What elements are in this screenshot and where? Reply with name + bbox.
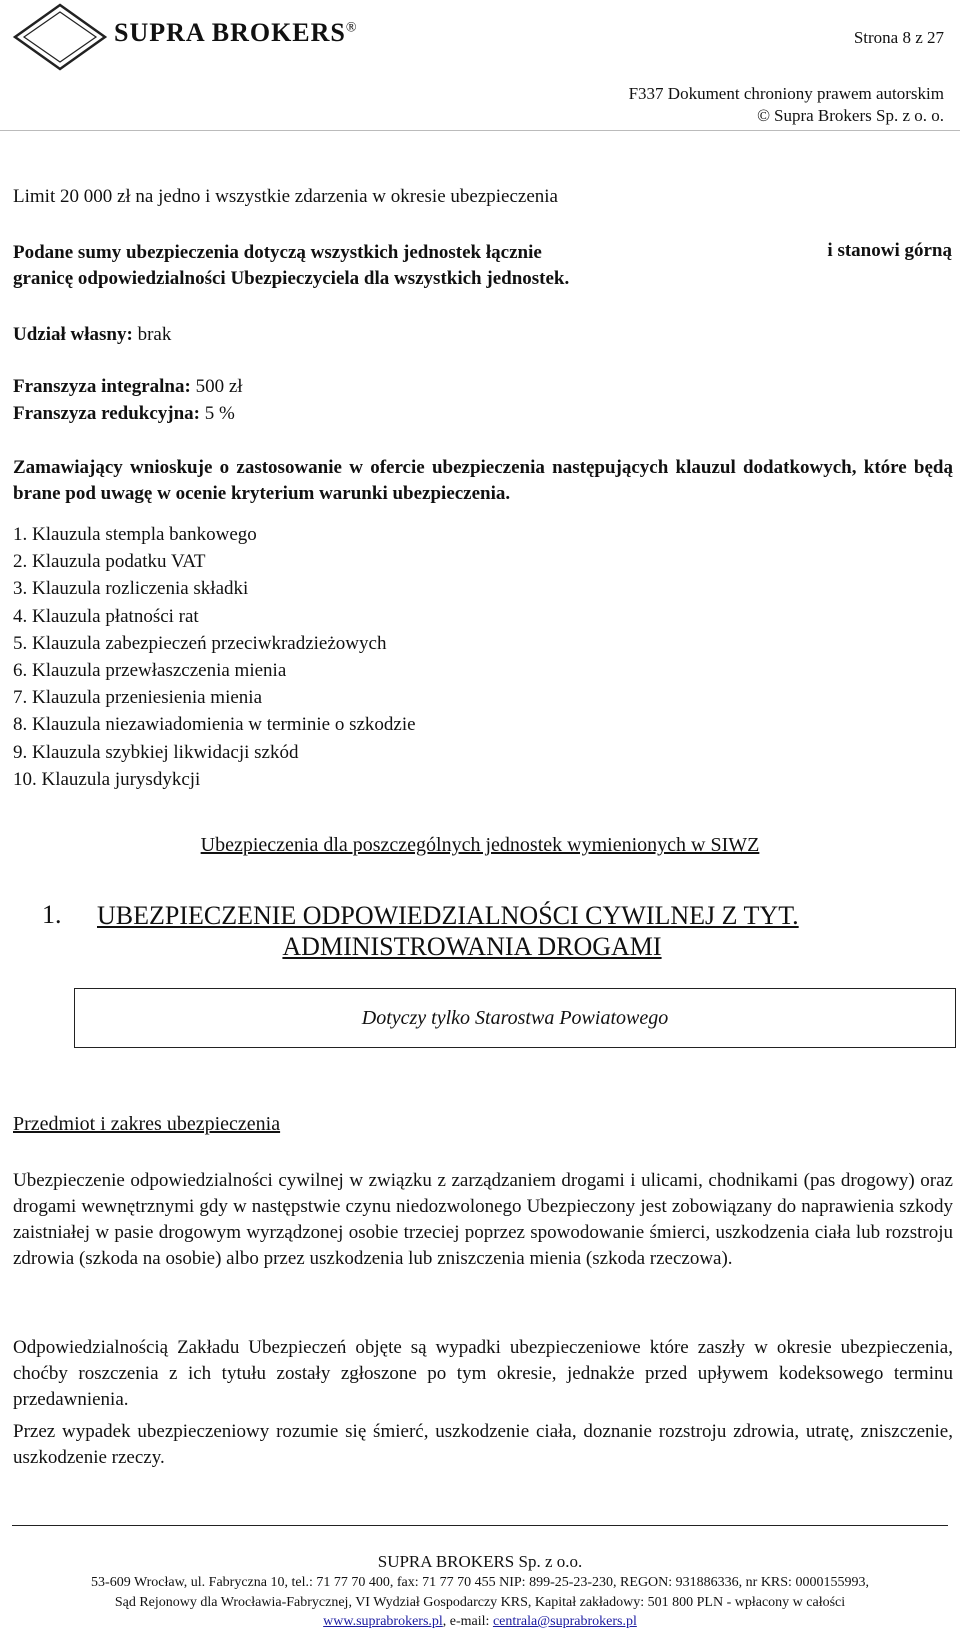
sums-line-1: Podane sumy ubezpieczenia dotyczą wszystkich jednostek łącznie [13, 242, 542, 263]
header-divider [0, 130, 960, 131]
franchise-integral-value: 500 zł [195, 376, 243, 397]
list-item: 8. Klauzula niezawiadomienia w terminie o szkodzie [13, 714, 416, 736]
page-number: Strona 8 z 27 [853, 28, 944, 47]
franchise-integral [13, 374, 953, 400]
footer-address: 53-609 Wrocław, ul. Fabryczna 10, tel.: 71 77 70 400, fax: 71 77 70 455 NIP: 899-25-23-230, REGON: 931886336, nr KRS: 0000155993, [91, 1575, 869, 1590]
email-label: , e-mail: [442, 1614, 490, 1629]
franchise-reduction-value: 5 % [204, 403, 235, 424]
registered-mark: ® [345, 20, 358, 36]
scope-notice-text: Dotyczy tylko Starostwa Powiatowego [361, 1006, 669, 1029]
own-share [13, 322, 953, 348]
company-logo [12, 2, 108, 77]
list-item: 7. Klauzula przeniesienia mienia [13, 687, 263, 709]
list-item: 4. Klauzula płatności rat [13, 605, 199, 627]
paragraph-scope: Ubezpieczenie odpowiedzialności cywilnej w związku z zarządzaniem drogami i ulicami, chodnikami (pas drogowy) oraz drogami wewnętrznymi gdy w następstwie czynu niedozwolonego Ubezpieczony jest zobowiązany do naprawienia szkody zaistniałej w pasie drogowym wyrządzonej osobie trzeciej poprzez spowodowanie śmierci, uszkodzenia ciała lub rozstroju zdrowia (szkoda na osobie) albo przez uszkodzenia lub zniszczenia mienia (szkoda rzeczowa). [13, 1170, 953, 1269]
own-share-label: Udział własny: [13, 324, 133, 345]
franchise-reduction [13, 401, 953, 427]
footer-registry: Sąd Rejonowy dla Wrocławia-Fabrycznej, VI Wydział Gospodarczy KRS, Kapitał zakładowy: 501 800 PLN - wpłacony w całości [114, 1595, 846, 1610]
paragraph-definition: Przez wypadek ubezpieczeniowy rozumie się śmierć, uszkodzenie ciała, doznanie rozstroju zdrowia, utratę, zniszczenie, uszkodzenie rzeczy. [13, 1421, 953, 1468]
section-title: Ubezpieczenia dla poszczególnych jednostek wymienionych w SIWZ [200, 834, 760, 856]
list-item: 1. Klauzula stempla bankowego [13, 524, 257, 545]
footer-divider [12, 1525, 948, 1526]
clauses-list [13, 521, 416, 793]
insurance-heading [97, 900, 937, 962]
list-item: 9. Klauzula szybkiej likwidacji szkód [13, 741, 299, 763]
franchise-reduction-label: Franszyza redukcyjna: [13, 403, 200, 424]
website-link[interactable]: www.suprabrokers.pl [323, 1614, 443, 1629]
list-item: 2. Klauzula podatku VAT [13, 551, 206, 573]
list-item: 5. Klauzula zabezpieczeń przeciwkradzieżowych [13, 632, 387, 654]
clauses-request: Zamawiający wnioskuje o zastosowanie w ofercie ubezpieczenia następujących klauzul dodatkowych, które będą brane pod uwagę w ocenie kryterium warunki ubezpieczenia. [13, 457, 953, 504]
franchise-integral-label: Franszyza integralna: [13, 376, 191, 397]
own-share-value: brak [137, 324, 172, 345]
scope-notice-box [74, 988, 956, 1048]
heading-line-2: ADMINISTROWANIA DROGAMI [282, 932, 662, 961]
sums-line-1-continuation: i stanowi górną [827, 240, 952, 261]
document-protection-note: F337 Dokument chroniony prawem autorskim [628, 84, 944, 103]
email-link[interactable]: centrala@suprabrokers.pl [492, 1614, 637, 1629]
brand-name: SUPRA BROKERS® [114, 18, 358, 47]
list-item: 3. Klauzula rozliczenia składki [13, 578, 249, 600]
subject-heading: Przedmiot i zakres ubezpieczenia [13, 1113, 281, 1135]
copyright-line: © Supra Brokers Sp. z o. o. [757, 106, 944, 125]
sums-line-2: granicę odpowiedzialności Ubezpieczyciela dla wszystkich jednostek. [13, 268, 570, 289]
heading-number: 1. [42, 900, 62, 929]
copyright-icon: © [757, 106, 771, 125]
list-item: 6. Klauzula przewłaszczenia mienia [13, 660, 287, 682]
limit-text: Limit 20 000 zł na jedno i wszystkie zdarzenia w okresie ubezpieczenia [13, 186, 558, 207]
paragraph-liability: Odpowiedzialnością Zakładu Ubezpieczeń objęte są wypadki ubezpieczeniowe które zaszły w okresie ubezpieczenia, choćby roszczenia z ich tytułu zostały zgłoszone po tym okresie, jednakże przed upływem kodeksowego terminu przedawnienia. [13, 1337, 953, 1410]
sums-statement [13, 240, 953, 292]
heading-line-1: UBEZPIECZENIE ODPOWIEDZIALNOŚCI CYWILNEJ Z TYT. [97, 901, 799, 930]
footer-company: SUPRA BROKERS Sp. z o.o. [377, 1552, 583, 1571]
footer-contact [0, 1614, 960, 1630]
list-item: 10. Klauzula jurysdykcji [13, 768, 201, 790]
